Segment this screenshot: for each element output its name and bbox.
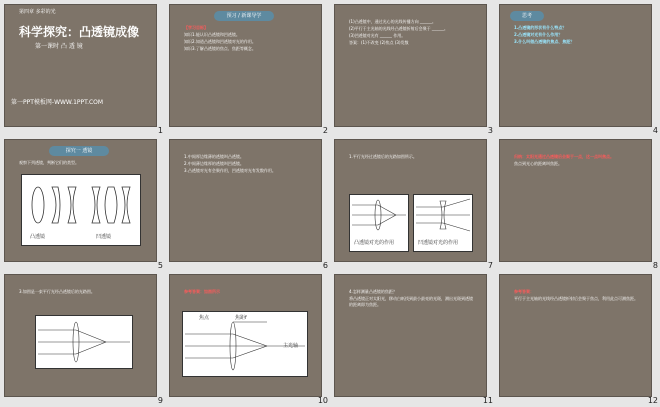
slide-line: (1)凸透镜中，通过光心的光线传播方向 ______。 — [349, 19, 436, 24]
slide-text — [349, 154, 476, 161]
concave-label: 凹透镜 — [93, 232, 114, 241]
slide-line: 【学习目标】 — [184, 25, 208, 30]
slide-canvas — [169, 139, 322, 262]
slide-thumbnail-11[interactable] — [330, 270, 495, 405]
slide-line: 观察下列透镜，判断它们的类型。 — [19, 160, 79, 165]
slide-canvas — [4, 4, 157, 127]
slide-number: 8 — [652, 261, 658, 270]
slide-canvas — [334, 139, 487, 262]
light-path-diagram — [35, 315, 133, 369]
slide-number: 1 — [157, 126, 163, 135]
slide-text — [19, 289, 146, 296]
slide-line: 2.凸透镜对光有什么作用？ — [514, 32, 563, 37]
slide-text — [184, 25, 311, 53]
slide-banner: 探究一 透镜 — [49, 146, 109, 156]
slide-number: 9 — [157, 396, 163, 405]
slide-thumbnail-1[interactable] — [0, 0, 165, 135]
slide-number: 5 — [157, 261, 163, 270]
slide-line: 3.凸透镜对光有会聚作用，凹透镜对光有发散作用。 — [184, 168, 276, 173]
slide-banner: 思考 — [510, 11, 544, 21]
slide-line: 3.如图是一束平行光经凸透镜后的光路图。 — [19, 289, 95, 294]
slide-canvas — [499, 4, 652, 127]
slide-thumbnail-5[interactable] — [0, 135, 165, 270]
axis-label: 主光轴 — [283, 343, 299, 349]
convex-label: 凸透镜 — [27, 232, 48, 241]
slide-canvas — [334, 4, 487, 127]
slide-thumbnail-10[interactable] — [165, 270, 330, 405]
watermark: 第一PPT模板网-WWW.1PPT.COM — [11, 99, 104, 106]
slide-number: 3 — [487, 126, 493, 135]
slide-line: 参考答案： — [514, 289, 534, 294]
slide-thumbnail-7[interactable] — [330, 135, 495, 270]
slide-line: 知识2.知道凸透镜和凹透镜对光的作用。 — [184, 39, 256, 44]
slide-text — [514, 25, 641, 46]
concave-caption: 凹透镜对光的作用 — [415, 238, 461, 247]
slide-thumbnail-3[interactable] — [330, 0, 495, 135]
slide-thumbnail-8[interactable] — [495, 135, 660, 270]
slide-text — [349, 19, 476, 47]
slide-number: 6 — [322, 261, 328, 270]
focus-label: 焦点 — [199, 315, 210, 321]
slide-line: 答案：(1)不改变 (2)焦点 (3)发散 — [349, 40, 409, 45]
slide-canvas — [499, 139, 652, 262]
slide-canvas — [334, 274, 487, 397]
slide-text — [19, 160, 146, 167]
chapter-label: 第四章 多彩的光 — [19, 9, 56, 15]
slide-line: 2.中间薄边缘厚的透镜叫凹透镜。 — [184, 161, 244, 166]
slide-number: 7 — [487, 261, 493, 270]
slide-thumbnail-9[interactable] — [0, 270, 165, 405]
slide-line: 焦点到光心的距离叫焦距。 — [514, 161, 562, 166]
slide-canvas — [4, 139, 157, 262]
slide-number: 10 — [317, 396, 328, 405]
slide-number: 4 — [652, 126, 658, 135]
slide-line: 1.平行光经过透镜后的光路如图所示。 — [349, 154, 417, 159]
slide-line: 1.中间厚边缘薄的透镜叫凸透镜。 — [184, 154, 244, 159]
slide-thumbnail-4[interactable] — [495, 0, 660, 135]
slide-line: 1.凸透镜的形状有什么特点？ — [514, 25, 567, 30]
slide-line: (3)凹透镜对光有 ______ 作用。 — [349, 33, 406, 38]
slide-banner: 预习 / 新课导学 — [214, 11, 274, 21]
slide-text — [184, 289, 311, 296]
slide-thumbnail-6[interactable] — [165, 135, 330, 270]
slide-text — [514, 289, 641, 303]
slide-subtitle: 第一课时 凸 透 镜 — [35, 43, 83, 50]
slide-canvas — [499, 274, 652, 397]
slide-canvas — [169, 4, 322, 127]
convex-caption: 凸透镜对光的作用 — [351, 238, 397, 247]
slide-line: (2)平行于主光轴的光线经凸透镜折射后会聚于 ______。 — [349, 26, 448, 31]
slide-number: 12 — [647, 396, 658, 405]
slide-text — [349, 289, 476, 309]
slide-line: 3.什么叫做凸透镜的焦点、焦距？ — [514, 39, 575, 44]
slide-canvas — [4, 274, 157, 397]
slide-line: 将凸透镜正对太阳光，移动白纸找到最小最亮的光斑，测出光斑到透镜的距离即为焦距。 — [349, 296, 473, 307]
slide-thumbnail-12[interactable] — [495, 270, 660, 405]
slide-line: 平行于主光轴的光线经凸透镜折射后会聚于焦点，利用此点可测焦距。 — [514, 296, 638, 301]
slide-canvas — [169, 274, 322, 397]
slide-line: 知识1.能认识凸透镜和凹透镜。 — [184, 32, 240, 37]
slide-title: 科学探究：凸透镜成像 — [19, 25, 140, 39]
slide-line: 参考答案：如图所示 — [184, 289, 220, 294]
slide-line: 知识3.了解凸透镜的焦点、焦距等概念。 — [184, 46, 256, 51]
slide-line: 4.怎样测量凸透镜的焦距？ — [349, 289, 397, 294]
slide-text — [514, 154, 641, 168]
slide-thumbnail-2[interactable] — [165, 0, 330, 135]
slide-number: 11 — [482, 396, 493, 405]
focal-length-label: 焦距f — [235, 315, 247, 321]
slide-line: 归纳：太阳光通过凸透镜后会聚于一点，这一点叫焦点。 — [514, 154, 614, 159]
slide-number: 2 — [322, 126, 328, 135]
slide-text — [184, 154, 311, 175]
